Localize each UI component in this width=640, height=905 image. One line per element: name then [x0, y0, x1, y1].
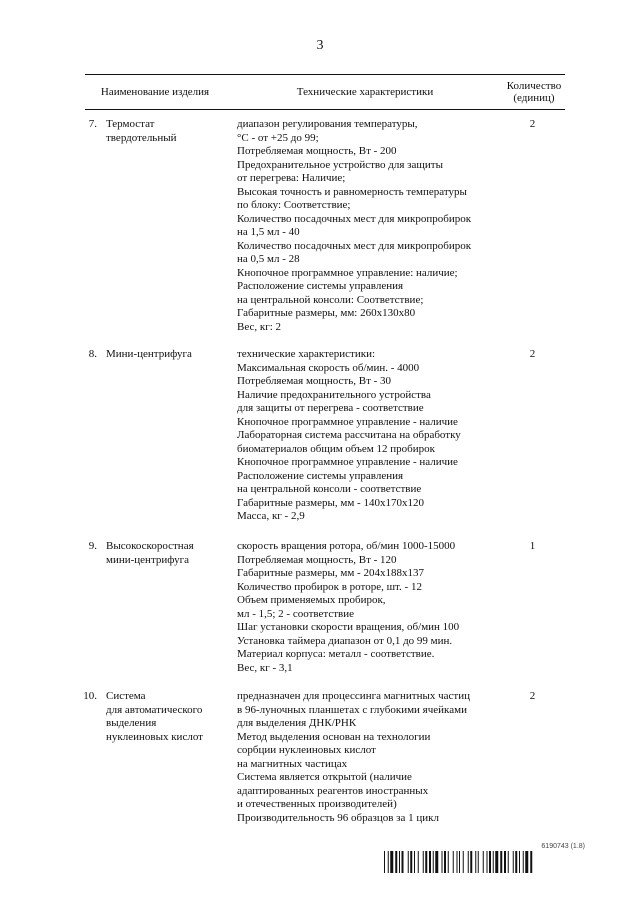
spec-line: Установка таймера диапазон от 0,1 до 99 мин.	[237, 634, 453, 647]
spec-line: Количество пробирок в роторе, шт. - 12	[237, 580, 422, 593]
barcode-bar	[429, 851, 431, 873]
barcode-bar	[475, 851, 476, 873]
barcode-bar	[513, 851, 514, 873]
item-name-line: Термостат	[106, 118, 155, 130]
barcode-bar	[390, 851, 393, 873]
barcode-bar	[483, 851, 484, 873]
barcode-bar	[414, 851, 415, 873]
barcode-bar	[448, 851, 449, 873]
spec-line: Материал корпуса: металл - соответствие.	[237, 648, 435, 660]
barcode-bar	[523, 851, 524, 873]
spec-line: на 1,5 мл - 40	[237, 226, 300, 238]
row-quantity: 2	[529, 690, 536, 702]
spec-line: Габаритные размеры, мм - 204x188x137	[237, 567, 424, 579]
spec-line: Кнопочное программное управление - наличие	[237, 456, 458, 468]
spec-line: Расположение системы управления	[237, 469, 404, 482]
barcode-bar	[435, 851, 438, 873]
barcode-bar	[442, 851, 443, 873]
barcode-bar	[453, 851, 454, 873]
barcode-bar	[410, 851, 412, 873]
spec-line: Предохранительное устройство для защиты	[237, 158, 443, 171]
row-number: 9.	[88, 540, 97, 552]
item-name-line: твердотельный	[106, 131, 177, 144]
row-quantity: 2	[529, 348, 536, 360]
barcode-bar	[468, 851, 469, 873]
header-quantity-line2: (единиц)	[513, 92, 555, 104]
barcode-bar	[487, 851, 488, 873]
row-item-name	[106, 690, 231, 744]
header-name: Наименование изделия	[100, 86, 210, 98]
barcode-bar	[493, 851, 494, 873]
row-item-name	[106, 540, 231, 567]
spec-line: Наличие предохранительного устройства	[237, 388, 431, 401]
spec-line: Лабораторная система рассчитана на обработку	[237, 429, 461, 441]
barcode-bar	[519, 851, 520, 873]
spec-line: скорость вращения ротора, об/мин 1000-15000	[237, 540, 456, 552]
spec-line: Расположение системы управления	[237, 280, 404, 292]
barcode-bar	[395, 851, 397, 873]
barcode-bar	[457, 851, 458, 873]
item-name-line: выделения	[106, 717, 157, 729]
spec-line: мл - 1,5; 2 - соответствие	[237, 607, 354, 620]
row-specifications	[237, 690, 527, 825]
item-name-line: Высокоскоростная	[106, 540, 194, 552]
spec-line: Масса, кг - 2,9	[237, 510, 305, 522]
barcode-bar	[408, 851, 409, 873]
barcode-bar	[495, 851, 498, 873]
spec-line: на 0,5 мл - 28	[237, 253, 300, 265]
spec-line: на центральной консоли: Соответствие;	[237, 293, 424, 306]
header-quantity-line1: Количество	[506, 80, 562, 92]
barcode-image	[384, 851, 585, 873]
table-header	[85, 74, 565, 110]
row-number: 7.	[88, 118, 97, 130]
spec-line: на магнитных частицах	[237, 757, 348, 770]
item-name-line: Система	[106, 690, 146, 702]
item-name-line: мини-центрифуга	[106, 553, 190, 566]
spec-line: Кнопочное программное управление: наличие;	[237, 266, 458, 279]
spec-line: Кнопочное программное управление - наличие	[237, 415, 458, 428]
spec-line: Шаг установки скорости вращения, об/мин 100	[237, 621, 460, 633]
row-number: 10.	[83, 690, 97, 702]
spec-line: сорбции нуклеиновых кислот	[237, 744, 376, 756]
header-specs: Технические характеристики	[296, 86, 434, 98]
spec-line: адаптированных реагентов иностранных	[237, 784, 429, 797]
spec-line: Высокая точность и равномерность температуры	[237, 185, 467, 198]
row-quantity: 2	[529, 118, 536, 130]
barcode-bar	[459, 851, 460, 873]
document-code: 6190743 (1.8)	[541, 843, 585, 850]
row-number: 8.	[88, 348, 97, 360]
barcode-bar	[384, 851, 385, 873]
spec-line: биоматериалов общим объем 12 пробирок	[237, 442, 435, 455]
row-specifications	[237, 118, 527, 334]
spec-line: и отечественных производителей)	[237, 798, 397, 810]
spec-line: Количество посадочных мест для микропробирок	[237, 212, 472, 225]
barcode-bar	[508, 851, 509, 873]
item-name-line: Мини-центрифуга	[106, 348, 192, 360]
barcode-bar	[470, 851, 472, 873]
row-quantity: 1	[529, 540, 536, 552]
page-number: 3	[316, 38, 324, 53]
row-item-name	[106, 348, 231, 362]
barcode-bar	[489, 851, 491, 873]
row-item-name	[106, 118, 231, 145]
barcode-bar	[444, 851, 446, 873]
spec-line: Вес, кг - 3,1	[237, 661, 293, 674]
spec-line: Потребляемая мощность, Вт - 200	[237, 145, 397, 157]
barcode-bar	[530, 851, 532, 873]
barcode-bar	[399, 851, 400, 873]
spec-line: для выделения ДНК/РНК	[237, 717, 357, 729]
spec-line: Габаритные размеры, мм: 260x130x80	[237, 307, 416, 319]
spec-line: на центральной консоли - соответствие	[237, 483, 422, 495]
spec-line: Система является открытой (наличие	[237, 771, 412, 783]
spec-line: Объем применяемых пробирок,	[237, 594, 386, 606]
barcode-bar	[433, 851, 434, 873]
spec-line: Потребляемая мощность, Вт - 30	[237, 375, 392, 387]
spec-line: от перегрева: Наличие;	[237, 172, 346, 184]
spec-line: по блоку: Соответствие;	[237, 199, 351, 211]
spec-line: Вес, кг: 2	[237, 320, 282, 333]
spec-line: предназначен для процессинга магнитных частиц	[237, 690, 470, 702]
spec-line: Количество посадочных мест для микропробирок	[237, 239, 472, 252]
spec-line: Габаритные размеры, мм - 140x170x120	[237, 496, 424, 509]
spec-line: Метод выделения основан на технологии	[237, 730, 431, 743]
row-specifications	[237, 540, 527, 675]
spec-line: °С - от +25 до 99;	[237, 131, 319, 144]
barcode-bar	[515, 851, 517, 873]
barcode-bar	[388, 851, 389, 873]
barcode-bar	[425, 851, 427, 873]
barcode-bar	[500, 851, 502, 873]
row-specifications	[237, 348, 527, 524]
barcode-bar	[463, 851, 464, 873]
spec-line: Потребляемая мощность, Вт - 120	[237, 553, 397, 566]
spec-line: диапазон регулирования температуры,	[237, 118, 418, 130]
spec-line: Максимальная скорость об/мин. - 4000	[237, 361, 420, 374]
spec-line: Производительность 96 образцов за 1 цикл	[237, 811, 440, 824]
spec-line: для защиты от перегрева - соответствие	[237, 402, 424, 414]
barcode-bar	[478, 851, 479, 873]
spec-line: в 96-луночных планшетах с глубокими ячейками	[237, 703, 467, 716]
header-quantity	[500, 75, 568, 109]
spec-line: технические характеристики:	[237, 348, 376, 360]
item-name-line: нуклеиновых кислот	[106, 730, 203, 743]
item-name-line: для автоматического	[106, 703, 203, 716]
barcode-bar	[402, 851, 404, 873]
barcode-bar	[418, 851, 419, 873]
barcode-bar	[504, 851, 506, 873]
barcode-bar	[525, 851, 528, 873]
barcode-bar	[423, 851, 424, 873]
